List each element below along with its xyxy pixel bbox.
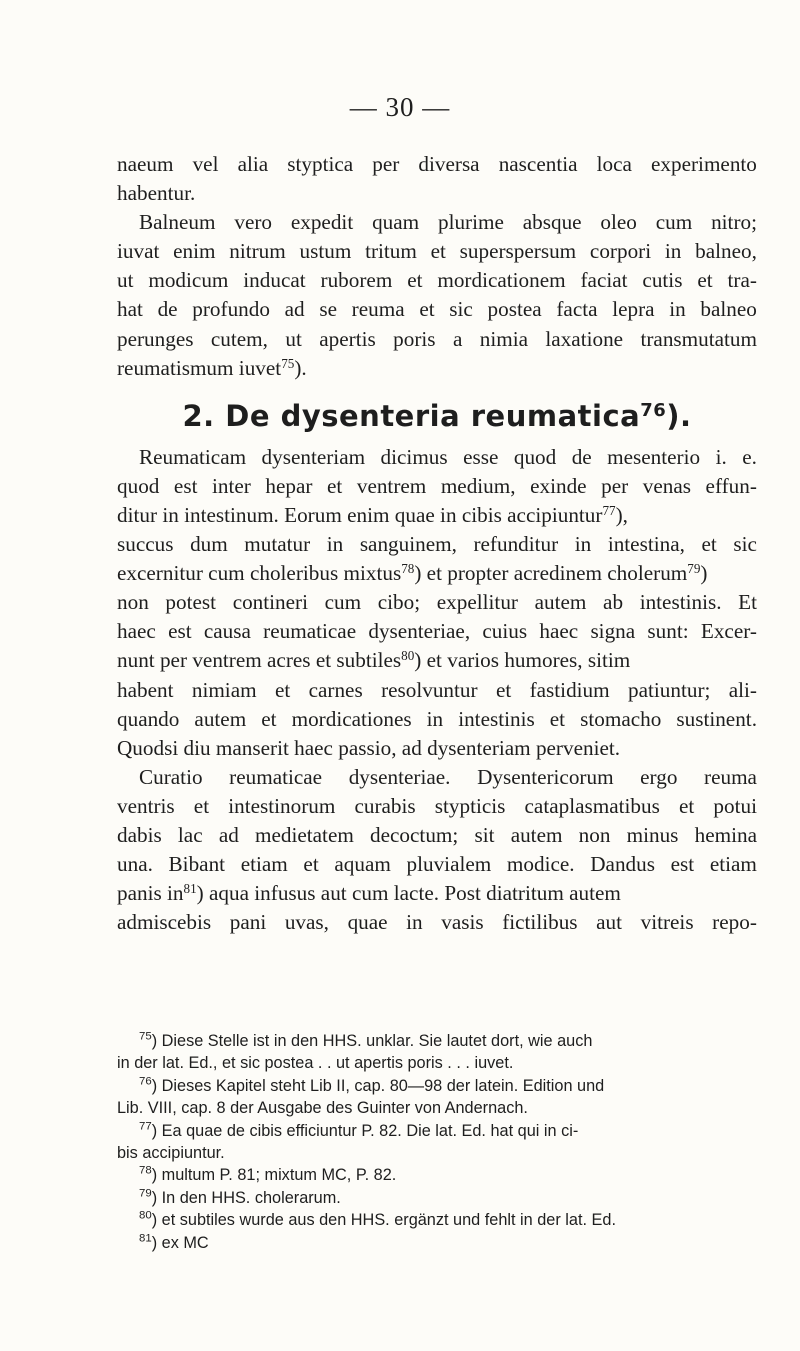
footnote-continuation: in der lat. Ed., et sic postea . . ut apertis poris . . . iuvet. (117, 1054, 514, 1073)
footnote-ref[interactable]: 77 (602, 502, 616, 518)
footnote-number: 78 (139, 1165, 152, 1178)
footnote-number: 80 (139, 1209, 152, 1222)
text-span: reumatismum iuvet (117, 355, 282, 380)
text-line: dabis lac ad medietatem decoctum; sit autem non minus hemina (117, 822, 757, 847)
footnote-number: 77 (139, 1120, 152, 1133)
footnote-ref[interactable]: 76 (640, 399, 667, 421)
footnote-text: Ea quae de cibis efficiuntur P. 82. Die lat. Ed. hat qui in ci- (161, 1121, 579, 1140)
footnote-ref[interactable]: 81 (183, 880, 197, 896)
footnote-ref[interactable]: 78 (401, 560, 415, 576)
footnote: $^{80}$) et subtiles wurde aus den HHS. ergänzt und fehlt in der lat. Ed. (139, 1209, 616, 1230)
text-line: succus dum mutatur in sanguinem, refunditur in intestina, et sic (117, 532, 757, 557)
text-span: panis in (117, 881, 184, 906)
text-span: ) et varios humores, sitim (414, 648, 631, 673)
text-span: excernitur cum choleribus mixtus (117, 561, 402, 586)
text-line: perunges cutem, ut apertis poris a nimia laxatione transmutatum (117, 326, 757, 351)
text-line: hat de profundo ad se reuma et sic postea facta lepra in balneo (117, 297, 757, 322)
text-line: Quodsi diu manserit haec passio, ad dysenteriam perveniet. (117, 735, 621, 760)
text-line: habent nimiam et carnes resolvuntur et fastidium patiuntur; ali- (117, 677, 757, 702)
footnote-text: et subtiles wurde aus den HHS. ergänzt und fehlt in der lat. Ed. (161, 1211, 616, 1230)
text-line: iuvat enim nitrum ustum tritum et superspersum corpori in balneo, (117, 239, 757, 264)
text-span: ). (294, 355, 307, 380)
text-line: Reumaticam dysenteriam dicimus esse quod de mesenterio i. e. (139, 444, 757, 469)
text-line: una. Bibant etiam et aquam pluvialem modice. Dandus est etiam (117, 852, 757, 877)
footnote: $^{77}$) Ea quae de cibis efficiuntur P. 82. Die lat. Ed. hat qui in ci- (139, 1120, 579, 1140)
text-line (117, 646, 757, 675)
text-line: ut modicum inducat ruborem et mordicationem faciat cutis et tra- (117, 268, 757, 293)
text-line (117, 354, 757, 383)
text-span: nunt per ventrem acres et subtiles (117, 648, 402, 673)
footnote-text: Diese Stelle ist in den HHS. unklar. Sie lautet dort, wie auch (161, 1032, 593, 1050)
footnotes (117, 1030, 757, 1254)
footnote-ref[interactable]: 79 (687, 560, 701, 576)
footnote: $^{75}$) Diese Stelle ist in den HHS. unklar. Sie lautet dort, wie auch (139, 1030, 593, 1050)
footnote: $^{79}$) In den HHS. cholerarum. (139, 1187, 341, 1207)
footnote-ref[interactable]: 75 (281, 355, 295, 371)
footnote-text: Dieses Kapitel steht Lib II, cap. 80—98 der latein. Edition und (161, 1076, 605, 1095)
text-line: admiscebis pani uvas, quae in vasis fictilibus aut vitreis repo- (117, 910, 757, 935)
heading-tail: ). (666, 398, 692, 433)
text-line: quod est inter hepar et ventrem medium, exinde per venas effun- (117, 473, 757, 498)
text-line: Balneum vero expedit quam plurime absque oleo cum nitro; (139, 210, 757, 235)
text-line: naeum vel alia styptica per diversa nascentia loca experimento (117, 152, 757, 176)
text-span: ) et propter acredinem cholerum (414, 561, 688, 586)
page-number: — 30 — (349, 92, 451, 122)
footnote-continuation: Lib. VIII, cap. 8 der Ausgabe des Guinter von Andernach. (117, 1099, 528, 1118)
footnote-text: In den HHS. cholerarum. (161, 1188, 341, 1207)
text-line: haec est causa reumaticae dysenteriae, cuius haec signa sunt: Excer- (117, 619, 757, 644)
text-line: ventris et intestinorum curabis stypticis cataplasmatibus et potui (117, 793, 757, 818)
footnote-number: 81 (139, 1232, 152, 1245)
text-span: ), (615, 502, 628, 527)
footnote-number: 76 (139, 1075, 152, 1088)
footnote: $^{81}$) ex MC (139, 1232, 209, 1252)
text-line: quando autem et mordicationes in intestinis et stomacho sustinent. (117, 706, 757, 731)
body-text (117, 150, 757, 937)
footnote: $^{76}$) Dieses Kapitel steht Lib II, cap. 80—98 der latein. Edition und (139, 1075, 605, 1095)
heading-text: 2. De dysenteria reumatica (182, 398, 641, 433)
text-line: habentur. (117, 181, 196, 206)
footnote-number: 79 (139, 1187, 152, 1200)
footnote-text: ex MC (161, 1233, 209, 1252)
text-span: ditur in intestinum. Eorum enim quae in cibis accipiuntur (117, 502, 603, 527)
footnote-continuation: bis accipiuntur. (117, 1144, 225, 1163)
text-line (117, 559, 757, 588)
text-line (117, 879, 757, 908)
footnote-number: 75 (139, 1030, 152, 1043)
text-span: ) aqua infusus aut cum lacte. Post diatritum autem (196, 881, 621, 906)
footnote: $^{78}$) multum P. 81; mixtum MC, P. 82. (139, 1165, 397, 1185)
text-span: ) (700, 561, 708, 586)
footnote-ref[interactable]: 80 (401, 648, 415, 664)
text-line (117, 501, 757, 530)
footnote-text: multum P. 81; mixtum MC, P. 82. (161, 1166, 397, 1185)
text-line: Curatio reumaticae dysenteriae. Dysentericorum ergo reuma (139, 764, 757, 789)
text-line: non potest contineri cum cibo; expellitur autem ab intestinis. Et (117, 590, 757, 615)
section-heading (117, 399, 757, 433)
